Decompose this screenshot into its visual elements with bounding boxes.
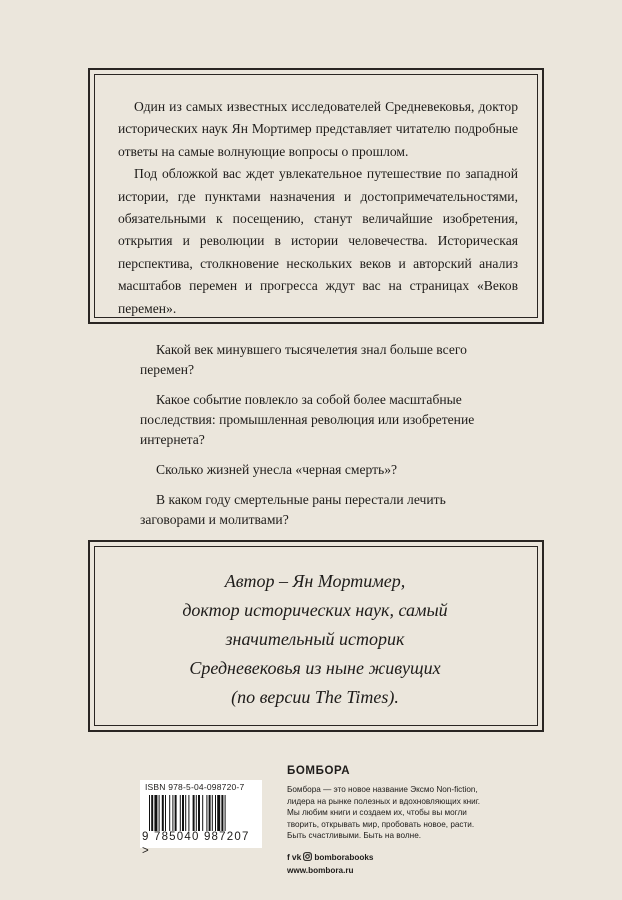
author-line: (по версии The Times).	[231, 687, 399, 707]
social-handle[interactable]: bomborabooks	[314, 853, 374, 863]
publisher-text-line: Мы любим книги и создаем их, чтобы вы могли	[287, 808, 467, 818]
facebook-icon[interactable]: f	[287, 852, 290, 863]
questions-list	[140, 340, 500, 540]
question-item: В каком году смертельные раны перестали лечить заговорами и молитвами?	[140, 492, 446, 527]
question-item: Сколько жизней унесла «черная смерть»?	[156, 462, 398, 477]
publisher-text-line: лидера на рынке полезных и вдохновляющих книг.	[287, 796, 481, 806]
description-paragraph: Под обложкой вас ждет увлекательное путешествие по западной истории, где пунктами назначения и достопримечательностями, обязательными к посещению, станут величайшие изобретения, открытия и революции в истории человечества. Историческая перспектива, столкновение нескольких веков и авторский анализ масштабов перемен и прогресса ждут вас на страницах «Веков перемен».	[118, 166, 518, 316]
barcode-number: 9 785040 987207 >	[142, 831, 250, 857]
question-item: Какое событие повлекло за собой более масштабные последствия: промышленная революция или изобретение интернета?	[140, 392, 475, 447]
vk-icon[interactable]: vk	[291, 852, 302, 863]
description-paragraph: Один из самых известных исследователей Средневековья, доктор исторических наук Ян Мортимер представляет читателю подробные ответы на самые волнующие вопросы о прошлом.	[118, 99, 518, 159]
barcode	[140, 780, 262, 857]
author-line: значительный историк	[225, 629, 405, 649]
website-link[interactable]: www.bombora.ru	[287, 865, 354, 875]
isbn-label: ISBN 978-5-04-098720-7	[145, 782, 245, 792]
social-row	[287, 852, 547, 864]
author-line: Автор – Ян Мортимер,	[224, 571, 406, 591]
barcode-bars	[149, 795, 253, 831]
publisher-block	[287, 764, 547, 877]
publisher-text-line: Бомбора — это новое название Эксмо Non-fiction,	[287, 785, 478, 794]
publisher-logo: БОМБОРА	[287, 765, 351, 777]
publisher-text-line: творить, открывать мир, пробовать новое, расти.	[287, 819, 475, 829]
book-description	[118, 96, 518, 320]
author-line: доктор исторических наук, самый	[182, 600, 448, 620]
instagram-icon[interactable]	[303, 852, 312, 864]
publisher-text-line: Быть счастливыми. Быть на волне.	[287, 831, 422, 841]
author-note	[160, 567, 470, 712]
question-item: Какой век минувшего тысячелетия знал больше всего перемен?	[140, 342, 467, 377]
author-line: Средневековья из ныне живущих	[189, 658, 441, 678]
